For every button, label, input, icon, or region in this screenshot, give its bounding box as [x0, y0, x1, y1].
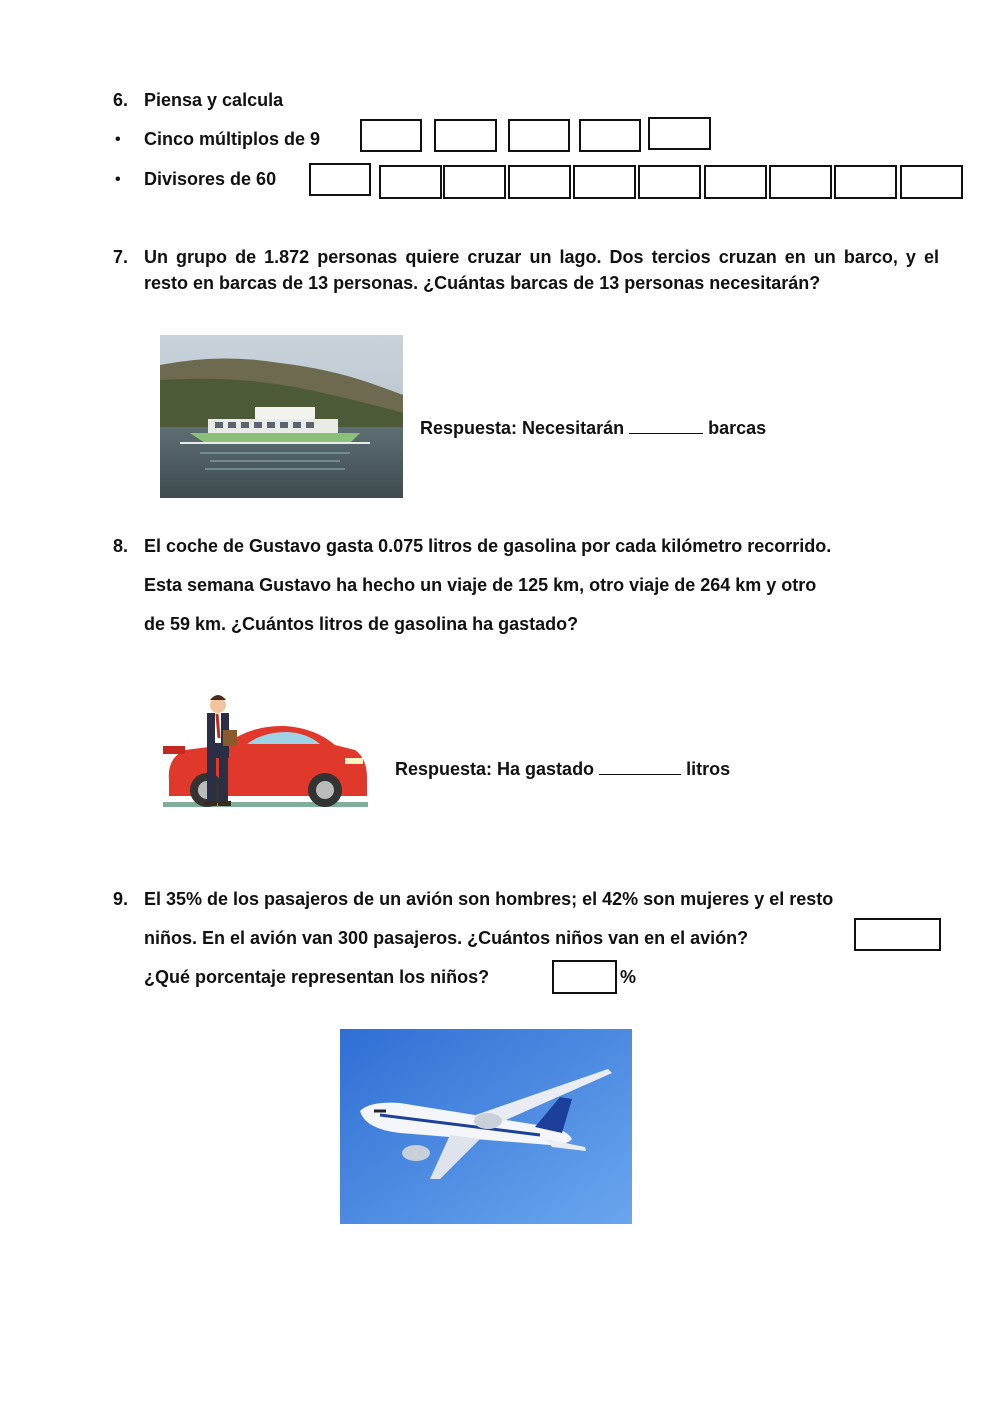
boat-image — [160, 335, 403, 498]
q9-line-2: niños. En el avión van 300 pasajeros. ¿Cuántos niños van en el avión? — [144, 928, 749, 948]
divisor-answer-box-4[interactable] — [508, 165, 571, 199]
divisor-answer-box-6[interactable] — [638, 165, 701, 199]
multiple-answer-box-1[interactable] — [360, 119, 422, 152]
q6-divisors-label: Divisores de 60 — [144, 169, 277, 189]
q9-line-1: El 35% de los pasajeros de un avión son hombres; el 42% son mujeres y el resto — [144, 889, 834, 909]
q7-text: Un grupo de 1.872 personas quiere cruzar un lago. Dos tercios cruzan en un barco, y el resto en barcas de 13 personas. ¿Cuántas barcas de 13 personas necesitarán? — [144, 247, 939, 293]
q8-number: 8. — [113, 536, 129, 556]
q6-title: Piensa y calcula — [144, 90, 284, 110]
divisor-answer-box-9[interactable] — [834, 165, 897, 199]
multiple-answer-box-2[interactable] — [434, 119, 497, 152]
q8-line-3: de 59 km. ¿Cuántos litros de gasolina ha gastado? — [144, 614, 579, 634]
divisor-answer-box-8[interactable] — [769, 165, 832, 199]
q7-answer-line — [420, 418, 766, 439]
q8-line-1: El coche de Gustavo gasta 0.075 litros de gasolina por cada kilómetro recorrido. — [144, 536, 832, 556]
multiple-answer-box-4[interactable] — [579, 119, 641, 152]
divisor-answer-box-5[interactable] — [573, 165, 636, 199]
divisor-answer-box-1[interactable] — [309, 163, 371, 196]
children-percent-box[interactable] — [552, 960, 617, 994]
q8-answer-prefix: Respuesta: Ha gastado — [395, 759, 595, 779]
q8-answer-line — [395, 759, 730, 780]
q8-answer-blank[interactable] — [599, 760, 681, 775]
children-count-box[interactable] — [854, 918, 941, 951]
q7-answer-suffix: barcas — [708, 418, 767, 438]
divisor-answer-box-7[interactable] — [704, 165, 767, 199]
q6-number: 6. — [113, 90, 129, 110]
q6-multiples-label: Cinco múltiplos de 9 — [144, 129, 321, 149]
divisor-answer-box-10[interactable] — [900, 165, 963, 199]
airplane-image — [340, 1029, 632, 1224]
q7-number: 7. — [113, 247, 129, 267]
q8-line-2: Esta semana Gustavo ha hecho un viaje de 125 km, otro viaje de 264 km y otro — [144, 575, 817, 595]
bullet-icon: • — [115, 131, 121, 148]
car-image — [155, 650, 380, 865]
q7-answer-blank[interactable] — [629, 419, 703, 434]
q9-number: 9. — [113, 889, 129, 909]
multiple-answer-box-5[interactable] — [648, 117, 711, 150]
bullet-icon: • — [115, 171, 121, 188]
q8-answer-suffix: litros — [686, 759, 731, 779]
q9-line-3: ¿Qué porcentaje representan los niños? — [144, 967, 490, 987]
q7-answer-prefix: Respuesta: Necesitarán — [420, 418, 625, 438]
divisor-answer-box-2[interactable] — [379, 165, 442, 199]
multiple-answer-box-3[interactable] — [508, 119, 570, 152]
divisor-answer-box-3[interactable] — [443, 165, 506, 199]
percent-sign: % — [620, 967, 637, 987]
